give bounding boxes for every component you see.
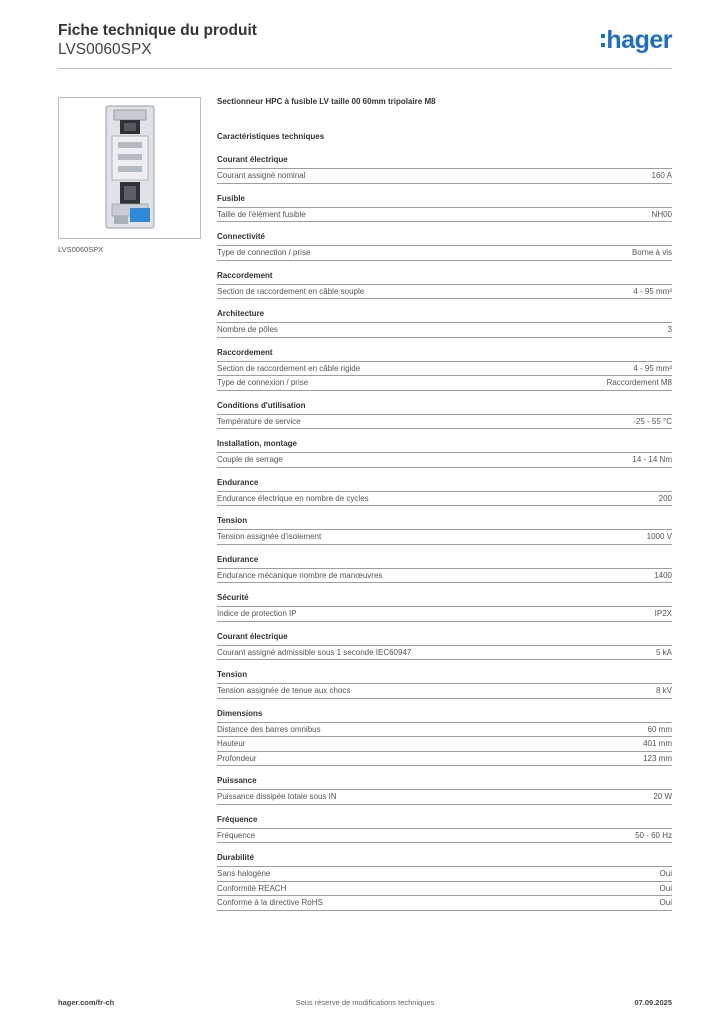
spec-group [217, 232, 672, 261]
spec-label: Courant assigné nominal [217, 171, 306, 180]
spec-row [217, 723, 672, 738]
spec-value: NH00 [651, 209, 672, 219]
spec-value: Oui [659, 898, 672, 907]
spec-group-title: Raccordement [217, 271, 672, 285]
spec-group-title: Tension [217, 670, 672, 684]
product-image-caption: LVS0060SPX [58, 245, 104, 254]
spec-row [217, 376, 672, 391]
spec-value: 4 - 95 mm² [633, 286, 672, 296]
page-header [58, 22, 672, 70]
spec-label: Type de connection / prise [217, 248, 311, 257]
spec-row [217, 829, 672, 844]
spec-row [217, 169, 672, 184]
page-title: Fiche technique du produit [58, 22, 257, 39]
spec-value: IP2X [654, 609, 672, 618]
spec-value: 14 - 14 Nm [632, 455, 672, 464]
hager-logo [601, 26, 672, 55]
spec-value: 200 [658, 493, 672, 503]
spec-value: 50 - 60 Hz [635, 830, 672, 840]
spec-row [217, 737, 672, 752]
spec-group-title: Puissance [217, 776, 672, 790]
spec-row [217, 867, 672, 882]
spec-label: Endurance électrique en nombre de cycles [217, 493, 369, 503]
spec-label: Taille de l'élément fusible [217, 209, 306, 219]
spec-row [217, 646, 672, 661]
spec-group-title: Durabilité [217, 853, 672, 867]
spec-row [217, 323, 672, 338]
spec-label: Hauteur [217, 739, 246, 748]
spec-row [217, 569, 672, 584]
spec-group-title: Tension [217, 516, 672, 530]
spec-group [217, 555, 672, 584]
spec-label: Température de service [217, 416, 301, 426]
spec-value: 1400 [654, 570, 672, 580]
spec-row [217, 684, 672, 699]
spec-groups [217, 155, 672, 911]
spec-row [217, 285, 672, 300]
spec-row [217, 492, 672, 507]
logo-text: hager [606, 26, 672, 54]
spec-group [217, 271, 672, 300]
spec-label: Fréquence [217, 830, 256, 840]
spec-group-title: Connectivité [217, 232, 672, 246]
spec-label: Couple de serrage [217, 455, 283, 464]
spec-group [217, 348, 672, 391]
spec-group-title: Installation, montage [217, 439, 672, 453]
spec-group [217, 478, 672, 507]
spec-group [217, 516, 672, 545]
spec-row [217, 362, 672, 377]
spec-label: Tension assignée d'isolement [217, 532, 322, 541]
header-divider [58, 68, 672, 69]
spec-value: -25 - 55 °C [633, 416, 672, 426]
spec-group-title: Architecture [217, 309, 672, 323]
spec-value: 4 - 95 mm² [633, 363, 672, 373]
spec-group [217, 593, 672, 622]
spec-label: Type de connexion / prise [217, 378, 309, 387]
spec-row [217, 530, 672, 545]
spec-group [217, 194, 672, 223]
spec-value: 123 mm [643, 753, 672, 763]
spec-group [217, 670, 672, 699]
footer-date: 07.09.2025 [634, 998, 672, 1007]
spec-row [217, 208, 672, 223]
spec-group [217, 776, 672, 805]
spec-value: 20 W [653, 792, 672, 801]
spec-label: Profondeur [217, 753, 257, 763]
spec-group [217, 709, 672, 767]
spec-group-title: Dimensions [217, 709, 672, 723]
spec-value: 5 kA [655, 647, 672, 657]
spec-label: Sans halogène [217, 869, 271, 878]
spec-group-title: Sécurité [217, 593, 672, 607]
spec-value: 160 A [651, 171, 672, 180]
spec-label: Nombre de pôles [217, 325, 278, 334]
spec-group [217, 853, 672, 911]
product-image [58, 97, 201, 239]
spec-group-title: Courant électrique [217, 155, 672, 169]
product-description: Sectionneur HPC à fusible LV taille 00 60mm tripolaire M8 [217, 97, 436, 106]
section-title: Caractéristiques techniques [217, 132, 325, 141]
spec-group [217, 401, 672, 430]
spec-value: 3 [667, 325, 672, 334]
spec-value: Raccordement M8 [606, 378, 672, 387]
spec-row [217, 790, 672, 805]
spec-label: Tension assignée de tenue aux chocs [217, 686, 351, 695]
spec-row [217, 896, 672, 911]
spec-group [217, 155, 672, 184]
spec-row [217, 882, 672, 897]
spec-group-title: Endurance [217, 555, 672, 569]
spec-value: 8 kV [655, 686, 672, 695]
spec-value: Borne à vis [631, 248, 672, 257]
spec-value: Oui [659, 869, 672, 878]
fuse-switch-disconnector-icon [100, 104, 160, 232]
spec-label: Distance des barres omnibus [217, 724, 321, 734]
spec-value: 60 mm [647, 724, 672, 734]
spec-row [217, 607, 672, 622]
spec-group-title: Fréquence [217, 815, 672, 829]
spec-label: Conforme à la directive RoHS [217, 898, 323, 907]
spec-value: 1000 V [646, 532, 672, 541]
spec-value: 401 mm [643, 739, 672, 748]
spec-group-title: Endurance [217, 478, 672, 492]
spec-group [217, 309, 672, 338]
spec-row [217, 752, 672, 767]
spec-group-title: Courant électrique [217, 632, 672, 646]
logo-colon-icon [601, 34, 605, 47]
spec-group [217, 439, 672, 468]
spec-label: Indice de protection IP [217, 609, 297, 618]
spec-label: Section de raccordement en câble rigide [217, 363, 361, 373]
spec-label: Conformité REACH [217, 883, 287, 893]
spec-row [217, 246, 672, 261]
specifications [217, 97, 672, 921]
spec-group [217, 815, 672, 844]
spec-group-title: Fusible [217, 194, 672, 208]
product-reference: LVS0060SPX [58, 41, 152, 58]
spec-row [217, 415, 672, 430]
footer-disclaimer: Sous réserve de modifications techniques [295, 998, 435, 1007]
spec-value: Oui [659, 883, 672, 893]
spec-label: Puissance dissipée totale sous IN [217, 792, 337, 801]
spec-row [217, 453, 672, 468]
spec-label: Section de raccordement en câble souple [217, 286, 365, 296]
footer-website: hager.com/fr-ch [58, 998, 115, 1007]
spec-group-title: Conditions d'utilisation [217, 401, 672, 415]
spec-group-title: Raccordement [217, 348, 672, 362]
spec-label: Endurance mécanique nombre de manœuvres [217, 570, 383, 580]
spec-group [217, 632, 672, 661]
spec-label: Courant assigné admissible sous 1 seconde IEC60947 [217, 647, 412, 657]
